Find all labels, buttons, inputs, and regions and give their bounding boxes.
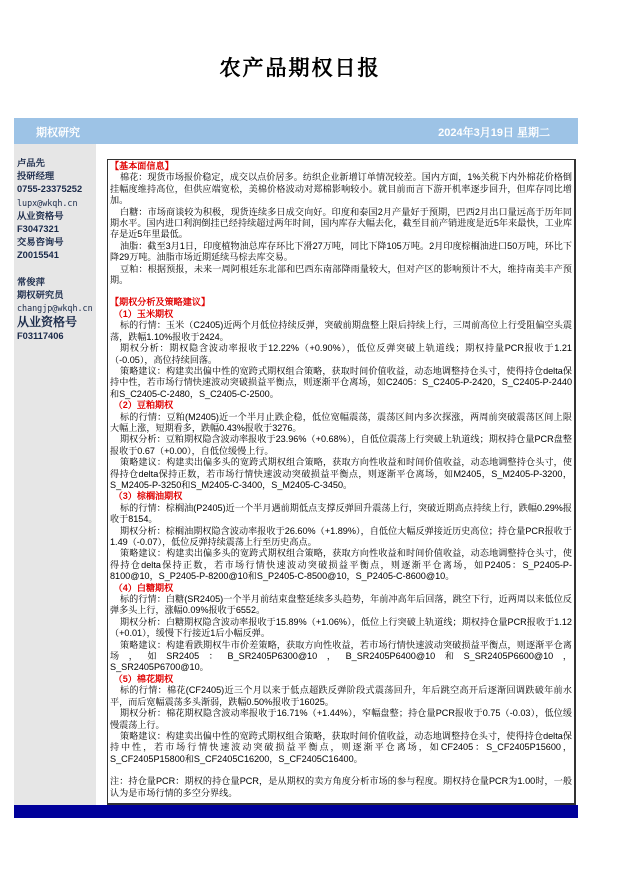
section-title-soymeal: （2）豆粕期权 xyxy=(113,400,174,411)
section-paragraph: 策略建议：构建看跌期权牛市价差策略，获取方向性收益，若市场行情快速波动突破损益平衡点，则逐渐平仓离场，如SR2405：B_SR2405P6300@10，B_SR2405P6400@10和S_SR2405P6600@10，S_SR2405P6700@10。 xyxy=(110,639,572,673)
report-date: 2024年3月19日 星期二 xyxy=(438,127,550,139)
report-layout xyxy=(14,144,578,818)
analyst-role: 投研经理 xyxy=(17,171,55,182)
section-paragraph: 期权分析：白糖期权隐含波动率报收于15.89%（+1.06%），低位上行突破上轨道线；期权持仓量PCR报收于1.12（+0.01），缓慢下行接近1后小幅反弹。 xyxy=(110,616,572,639)
section-title-cotton: （5）棉花期权 xyxy=(113,673,174,684)
report-row xyxy=(14,144,578,805)
license-number: F03117406 xyxy=(17,331,64,342)
analyst-role: 期权研究员 xyxy=(17,289,64,300)
section-paragraph: 策略建议：构建卖出偏多头的宽跨式期权组合策略，获取方向性收益和时间价值收益，动态地调整持仓头寸，使得持仓delta保持正数，若市场行情快速波动突破损益平衡点，则逐渐平仓离场，如M2405，S_M2405-P-3200，S_M2405-P-3250和S_M2405-C-3400，S_M2405-C-3450。 xyxy=(110,457,572,490)
section-paragraph: 策略建议：构建卖出偏中性的宽跨式期权组合策略，获取时间价值收益，动态地调整持仓头寸，使得持仓delta保持中性，若市场行情快速波动突破损益平衡点，则逐渐平仓离场，如CF2405：S_CF2405P15600，S_CF2405P15800和S_CF2405C16200，S_CF2405C16400。 xyxy=(110,730,572,764)
license-number: F3047321 xyxy=(17,224,59,235)
section-label: 期权研究 xyxy=(36,127,80,139)
analyst-phone: 0755-23375252 xyxy=(17,184,83,195)
section-paragraph: 标的行情：棕榈油(P2405)近一个半月遇前期低点支撑反弹回升震荡上行，突破近期高点持续上行，跌幅0.29%报收于8154。 xyxy=(110,502,572,525)
license-label: 从业资格号 xyxy=(17,315,78,330)
section-paragraph: 期权分析：期权隐含波动率报收于12.22%（+0.90%），低位反弹突破上轨道线；期权持量PCR报收于1.21（-0.05），高位持续回落。 xyxy=(110,343,572,365)
analyst-email: changjp@wkqh.cn xyxy=(17,303,93,314)
analyst-name: 卢品先 xyxy=(17,158,45,168)
license-label: 从业资格号 xyxy=(17,210,64,221)
analyst-name: 常俊萍 xyxy=(17,276,45,287)
footer-bar xyxy=(14,805,578,818)
header-bar xyxy=(14,118,578,144)
report-title: 农产品期权日报 xyxy=(219,55,381,80)
analysis-heading: 【期权分析及策略建议】 xyxy=(110,297,211,308)
fundamentals-item: 白糖：市场商谈较为积极，现货连续多日成交向好。印度和泰国2月产量好于预期，巴西2月出口量远高于历年同期水平。国内进口利润倒挂已经持续超过两年时间，国内库存大幅去化，截至目前产销进度是近5年来最快，工业库存是近5年里最低。 xyxy=(110,206,572,240)
section-paragraph: 标的行情：棉花(CF2405)近三个月以来于低点超跌反弹阶段式震荡回升，年后跳空高开后逐渐回调跌破年前水平，而后宽幅震荡多头渐弱，跌幅0.50%报收于16025。 xyxy=(110,685,572,707)
consult-label: 交易咨询号 xyxy=(17,237,64,248)
section-title-palm-oil: （3）棕榈油期权 xyxy=(113,491,183,502)
fundamentals-item: 棉花：现货市场报价稳定，成交以点价居多。纺织企业新增订单情况较差。国内方面，1%关税下内外棉花价格倒挂幅度维持高位，但供应端宽松，美棉价格波动对郑棉影响较小。就目前而言下游开机率逐步回升，但库存同比增加。 xyxy=(110,172,572,206)
section-paragraph: 期权分析：豆粕期权隐含波动率报收于23.96%（+0.68%），自低位震荡上行突破上轨道线；期权持仓量PCR盘整报收于0.67（+0.00），自低位缓慢上行。 xyxy=(110,434,572,456)
pcr-note: 注：持仓量PCR：期权的持仓量PCR，是从期权的卖方角度分析市场的参与程度。期权持仓量PCR为1.00时，一般认为是市场行情的多空分界线。 xyxy=(110,776,572,798)
section-paragraph: 标的行情：白糖(SR2405)一个半月前结束盘整延续多头趋势，年前冲高年后回落，跳空下行，近两周以来低位反弹多头上行，涨幅0.09%报收于6552。 xyxy=(110,594,572,616)
section-paragraph: 标的行情：豆粕(M2405)近一个半月止跌企稳，低位宽幅震荡，震荡区间内多次探涨，两周前突破震荡区间上限大幅上涨，短期看多，跌幅0.43%报收于3276。 xyxy=(110,411,572,433)
section-title-corn: （1）玉米期权 xyxy=(113,308,174,319)
section-paragraph: 期权分析：棕榈油期权隐含波动率报收于26.60%（+1.89%），自低位大幅反弹接近历史高位；持仓量PCR报收于1.49（-0.07），低位反弹持续震荡上行至历史高点。 xyxy=(110,525,572,547)
section-title-sugar: （4）白糖期权 xyxy=(113,582,174,593)
fundamentals-item: 油脂：截至3月1日，印度植物油总库存环比下滑27万吨，同比下降105万吨。2月印度棕榈油进口50万吨，环比下降29万吨。油脂市场近期延续马棕去库交易。 xyxy=(110,240,572,263)
section-paragraph: 期权分析：棉花期权隐含波动率报收于16.71%（+1.44%），窄幅盘整；持仓量PCR报收于0.75（-0.03），低位缓慢震荡上行。 xyxy=(110,708,572,730)
section-paragraph: 标的行情：玉米（C2405)近两个月低位持续反弹，突破前期盘整上限后持续上行，三周前高位上行受阻偏空头震荡，跌幅1.10%报收于2424。 xyxy=(110,320,572,342)
section-paragraph: 策略建议：构建卖出偏多头的宽跨式期权组合策略，获取方向性收益和时间价值收益，动态地调整持仓头寸，使得持仓delta保持正数，若市场行情快速波动突破损益平衡点，则逐渐平仓离场，如P2405：S_P2405-P-8100@10，S_P2405-P-8200@10和S_P2405-C-8500@10，S_P2405-C-8600@10。 xyxy=(110,548,572,582)
analyst-email: lupx@wkqh.cn xyxy=(17,197,78,208)
fundamentals-heading: 【基本面信息】 xyxy=(110,161,174,171)
fundamentals-item: 豆粕：根据预报，未来一周阿根廷东北部和巴西东南部降雨量较大，但对产区的影响预计不大，维持南美丰产预期。 xyxy=(110,263,572,286)
report-body xyxy=(107,159,576,805)
consult-number: Z0015541 xyxy=(17,250,59,261)
section-paragraph: 策略建议：构建卖出偏中性的宽跨式期权组合策略，获取时间价值收益，动态地调整持仓头寸，使得持仓delta保持中性，若市场行情快速波动突破损益平衡点，则逐渐平仓离场，如C2405：S_C2405-P-2420，S_C2405-P-2440和S_C2405-C-2480，S_C2405-C-2500。 xyxy=(110,365,572,399)
main-column xyxy=(96,144,578,805)
sidebar-analysts xyxy=(14,144,96,805)
